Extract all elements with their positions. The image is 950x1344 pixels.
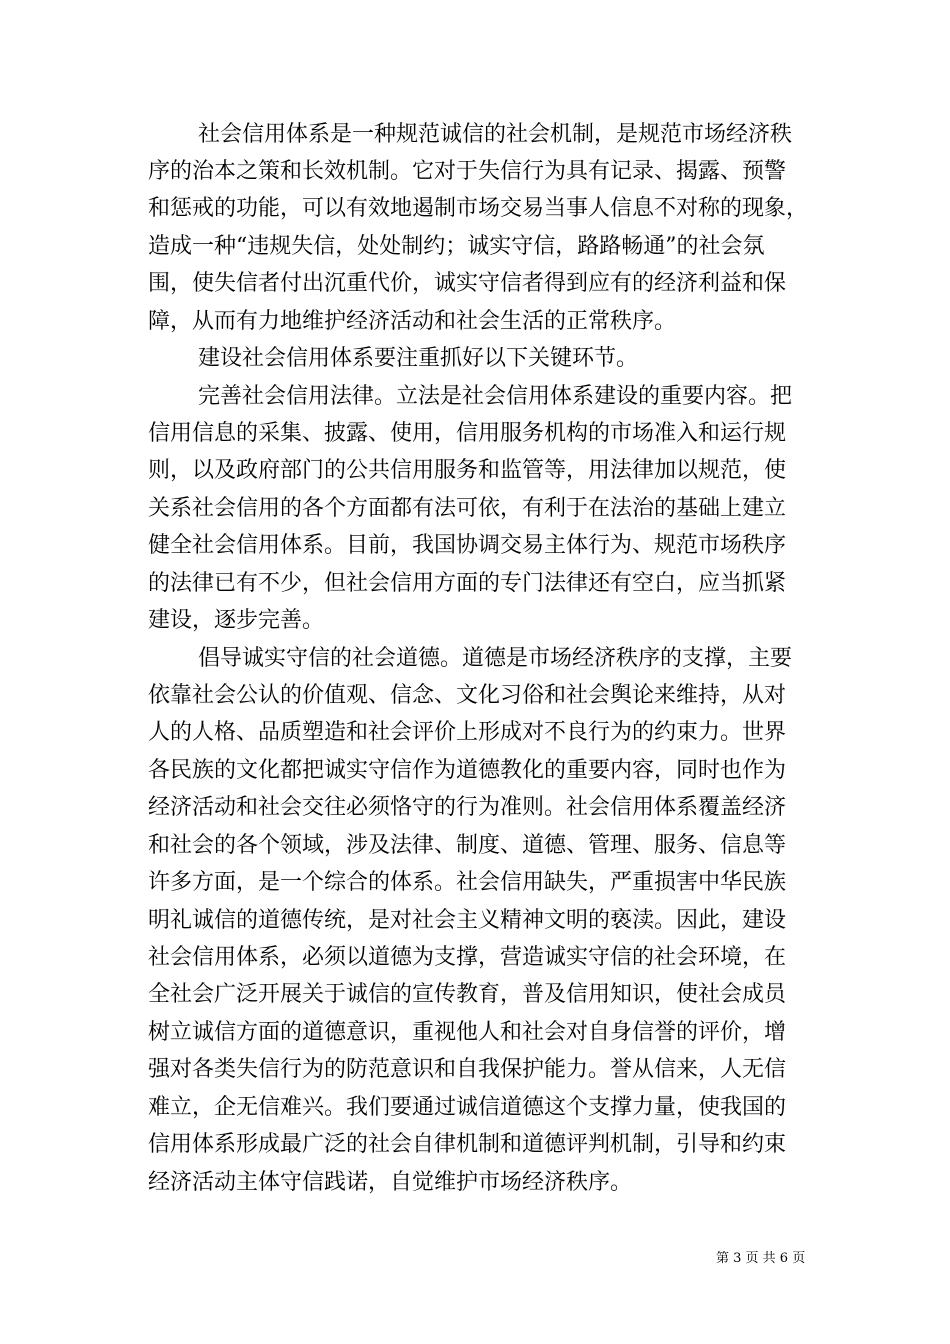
text-line: 信用信息的采集、披露、使用，信用服务机构的市场准入和运行规 bbox=[148, 421, 787, 446]
text-line: 完善社会信用法律。立法是社会信用体系建设的重要内容。把 bbox=[198, 384, 793, 409]
text-line: 建设，逐步完善。 bbox=[148, 608, 325, 633]
text-line: 障，从而有力地维护经济活动和社会生活的正常秩序。 bbox=[148, 309, 677, 334]
text-line: 则，以及政府部门的公共信用服务和监管等，用法律加以规范，使 bbox=[148, 458, 787, 483]
text-line: 和惩戒的功能，可以有效地遏制市场交易当事人信息不对称的现象， bbox=[148, 196, 809, 221]
text-line: 序的治本之策和长效机制。它对于失信行为具有记录、揭露、预警 bbox=[148, 159, 787, 184]
text-line: 关系社会信用的各个方面都有法可依，有利于在法治的基础上建立 bbox=[148, 496, 787, 521]
text-line: 建设社会信用体系要注重抓好以下关键环节。 bbox=[198, 346, 639, 371]
text-line: 树立诚信方面的道德意识，重视他人和社会对自身信誉的评价，增 bbox=[148, 1020, 787, 1045]
text-line: 和社会的各个领域，涉及法律、制度、道德、管理、服务、信息等 bbox=[148, 833, 787, 858]
text-line: 强对各类失信行为的防范意识和自我保护能力。誉从信来，人无信 bbox=[148, 1057, 787, 1082]
text-line: 的法律已有不少，但社会信用方面的专门法律还有空白，应当抓紧 bbox=[148, 571, 787, 596]
text-line: 信用体系形成最广泛的社会自律机制和道德评判机制，引导和约束 bbox=[148, 1132, 787, 1157]
text-line: 健全社会信用体系。目前，我国协调交易主体行为、规范市场秩序 bbox=[148, 533, 787, 558]
text-line: 人的人格、品质塑造和社会评价上形成对不良行为的约束力。世界 bbox=[148, 720, 787, 745]
text-line: 经济活动和社会交往必须恪守的行为准则。社会信用体系覆盖经济 bbox=[148, 795, 787, 820]
page-number-footer: 第 3 页 共 6 页 bbox=[716, 1251, 806, 1266]
text-line: 围，使失信者付出沉重代价，诚实守信者得到应有的经济利益和保 bbox=[148, 271, 787, 296]
text-line: 经济活动主体守信践诺，自觉维护市场经济秩序。 bbox=[148, 1170, 633, 1195]
text-line: 社会信用体系是一种规范诚信的社会机制，是规范市场经济秩 bbox=[198, 122, 793, 147]
text-line: 社会信用体系，必须以道德为支撑，营造诚实守信的社会环境，在 bbox=[148, 945, 787, 970]
text-line: 全社会广泛开展关于诚信的宣传教育，普及信用知识，使社会成员 bbox=[148, 982, 787, 1007]
text-line: 难立，企无信难兴。我们要通过诚信道德这个支撑力量，使我国的 bbox=[148, 1095, 787, 1120]
text-line: 明礼诚信的道德传统，是对社会主义精神文明的亵渎。因此，建设 bbox=[148, 908, 787, 933]
text-line: 各民族的文化都把诚实守信作为道德教化的重要内容，同时也作为 bbox=[148, 758, 787, 783]
text-line: 造成一种“违规失信，处处制约；诚实守信，路路畅通”的社会氛 bbox=[148, 234, 765, 259]
text-line: 依靠社会公认的价值观、信念、文化习俗和社会舆论来维持，从对 bbox=[148, 683, 787, 708]
text-line: 倡导诚实守信的社会道德。道德是市场经济秩序的支撑，主要 bbox=[198, 646, 793, 671]
text-line: 许多方面，是一个综合的体系。社会信用缺失，严重损害中华民族 bbox=[148, 870, 787, 895]
